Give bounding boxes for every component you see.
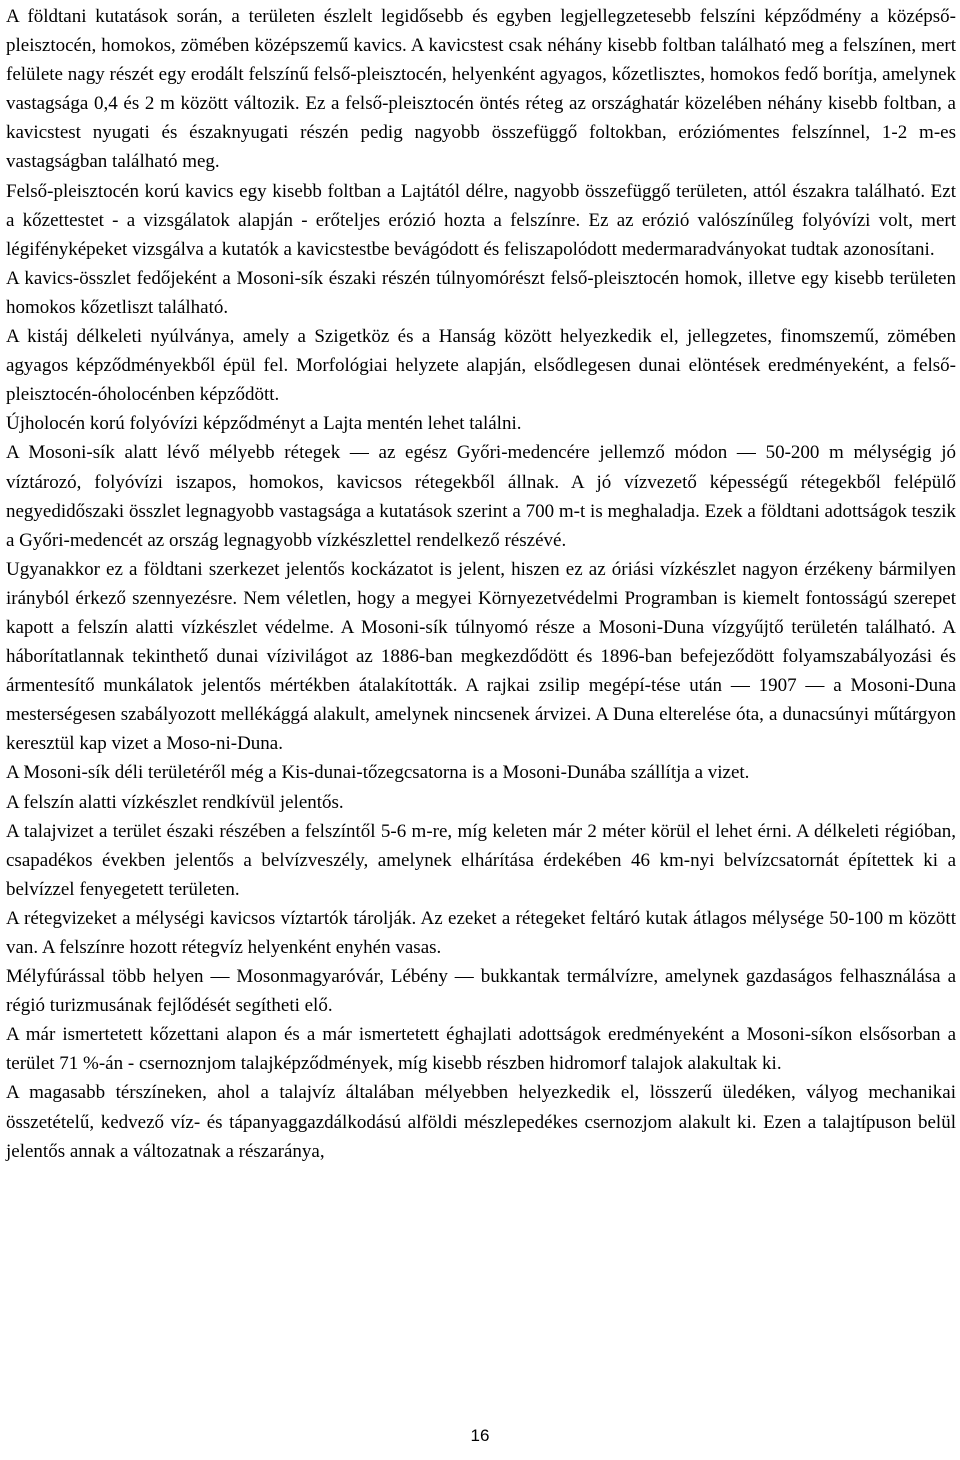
paragraph-upper-pleistocene-gravel: Felső-pleisztocén korú kavics egy kisebb foltban a Lajtától délre, nagyobb összefüggő területen, attól északra található. Ezt a kőzettestet - a vizsgálatok alapján - erőteljes erózió hozta a felszínre. Ez az erózió valószínűleg folyóvízi volt, mert légifényképeket vizsgálva a kutatók a kavicstestbe bevágódott és feliszapolódott medermaradványokat tudtak azonosítani. [6,180,956,260]
paragraph-water-table: A talajvizet a terület északi részében a felszíntől 5-6 m-re, míg keleten már 2 méter körül el lehet érni. A délkeleti régióban, csapadékos években jelentős a belvízveszély, amelynek elhárítása érdekében 46 km-nyi belvízcsatornát építettek ki a belvízzel fenyegetett területen. [6,820,956,900]
paragraph-southeast-extension: A kistáj délkeleti nyúlványa, amely a Szigetköz és a Hanság között helyezkedik el, jellegzetes, finomszemű, zömében agyagos képződményekből épül fel. Morfológiai helyzete alapján, elsődlegesen dunai elöntések eredményeként, a felső-pleisztocén-óholocénben képződött. [6,326,956,406]
paragraph-groundwater-significance: A felszín alatti vízkészlet rendkívül jelentős. [6,791,344,813]
paragraph-thermal-water: Mélyfúrással több helyen — Mosonmagyaróvár, Lébény — bukkantak termálvízre, amelynek gazdaságos felhasználása a régió turizmusának fejlődését segítheti elő. [6,966,956,1017]
paragraph-stratum-water: A rétegvizeket a mélységi kavicsos víztartók tárolják. Az ezeket a rétegeket feltáró kutak átlagos mélysége 50-100 m között van. A felszínre hozott rétegvíz helyenként enyhén vasas. [6,907,956,958]
paragraph-chernozem: A magasabb térszíneken, ahol a talajvíz általában mélyebben helyezkedik el, lösszerű üledéken, vályog mechanikai összetételű, kedvező víz- és tápanyaggazdálkodású alföldi mészlepedékes csernozjom alakult ki. Ezen a talajtípuson belül jelentős annak a változatnak a részaránya, [6,1082,956,1162]
document-body [6,2,956,1166]
page-number: 16 [470,1426,490,1445]
paragraph-gravel-cover: A kavics-összlet fedőjeként a Mosoni-sík északi részén túlnyomórészt felső-pleisztocén homok, illetve egy kisebb területen homokos kőzetliszt található. [6,267,956,318]
paragraph-water-risk: Ugyanakkor ez a földtani szerkezet jelentős kockázatot is jelent, hiszen ez az óriási vízkészlet nagyon érzékeny bármilyen irányból érkező szennyezésre. Nem véletlen, hogy a megyei Környezetvédelmi Programban is kiemelt fontosságú szerepet kapott a felszín alatti vízkészlet védelme. A Mosoni-sík túlnyomó része a Mosoni-Duna vízgyűjtő területén található. A háborítatlannak tekinthető dunai vízivilágot az 1886-ban megkezdődött és 1896-ban befejeződött folyamszabályozási és ármentesítő munkálatok jelentős mértékben átalakították. A rajkai zsilip megépí-tése után — 1907 — a Mosoni-Duna mesterségesen szabályozott mellékággá alakult, amelynek nincsenek árvizei. A Duna elterelése óta, a dunacsúnyi műtárgyon keresztül kap vizet a Moso-ni-Duna. [6,558,956,755]
paragraph-peat-canal: A Mosoni-sík déli területéről még a Kis-dunai-tőzegcsatorna is a Mosoni-Dunába szállítja a vizet. [6,762,750,784]
paragraph-deep-layers: A Mosoni-sík alatt lévő mélyebb rétegek — az egész Győri-medencére jellemző módon — 50-200 m mélységig jó víztározó, folyóvízi iszapos, homokos, kavicsos rétegekből állnak. A jó vízvezető képességű rétegekből felépülő negyedidőszaki összlet legnagyobb vastagsága a kutatások szerint a 700 m-t is meghaladja. Ezek a földtani adottságok teszik a Győri-medencét az ország legnagyobb vízkészlettel rendelkező részévé. [6,442,956,551]
paragraph-holocene-lajta: Újholocén korú folyóvízi képződményt a Lajta mentén lehet találni. [6,413,522,435]
paragraph-soils: A már ismertetett kőzettani alapon és a már ismertetett éghajlati adottságok eredményeként a Mosoni-síkon elsősorban a terület 71 %-án - csernoznjom talajképződmények, míg kisebb részben hidromorf talajok alakultak ki. [6,1024,956,1075]
paragraph-geology-overview: A földtani kutatások során, a területen észlelt legidősebb és egyben legjellegzetesebb felszíni képződmény a középső-pleisztocén, homokos, zömében középszemű kavics. A kavicstest csak néhány kisebb foltban található meg a felszínen, mert felülete nagy részét egy erodált felszínű felső-pleisztocén, helyenként agyagos, kőzetlisztes, homokos fedő borítja, amelynek vastagsága 0,4 és 2 m között változik. Ez a felső-pleisztocén öntés réteg az országhatár közelében néhány kisebb foltban, a kavicstest nyugati és északnyugati részén pedig nagyobb összefüggő foltokban, eróziómentes felszínnel, 1-2 m-es vastagságban található meg. [6,6,956,173]
